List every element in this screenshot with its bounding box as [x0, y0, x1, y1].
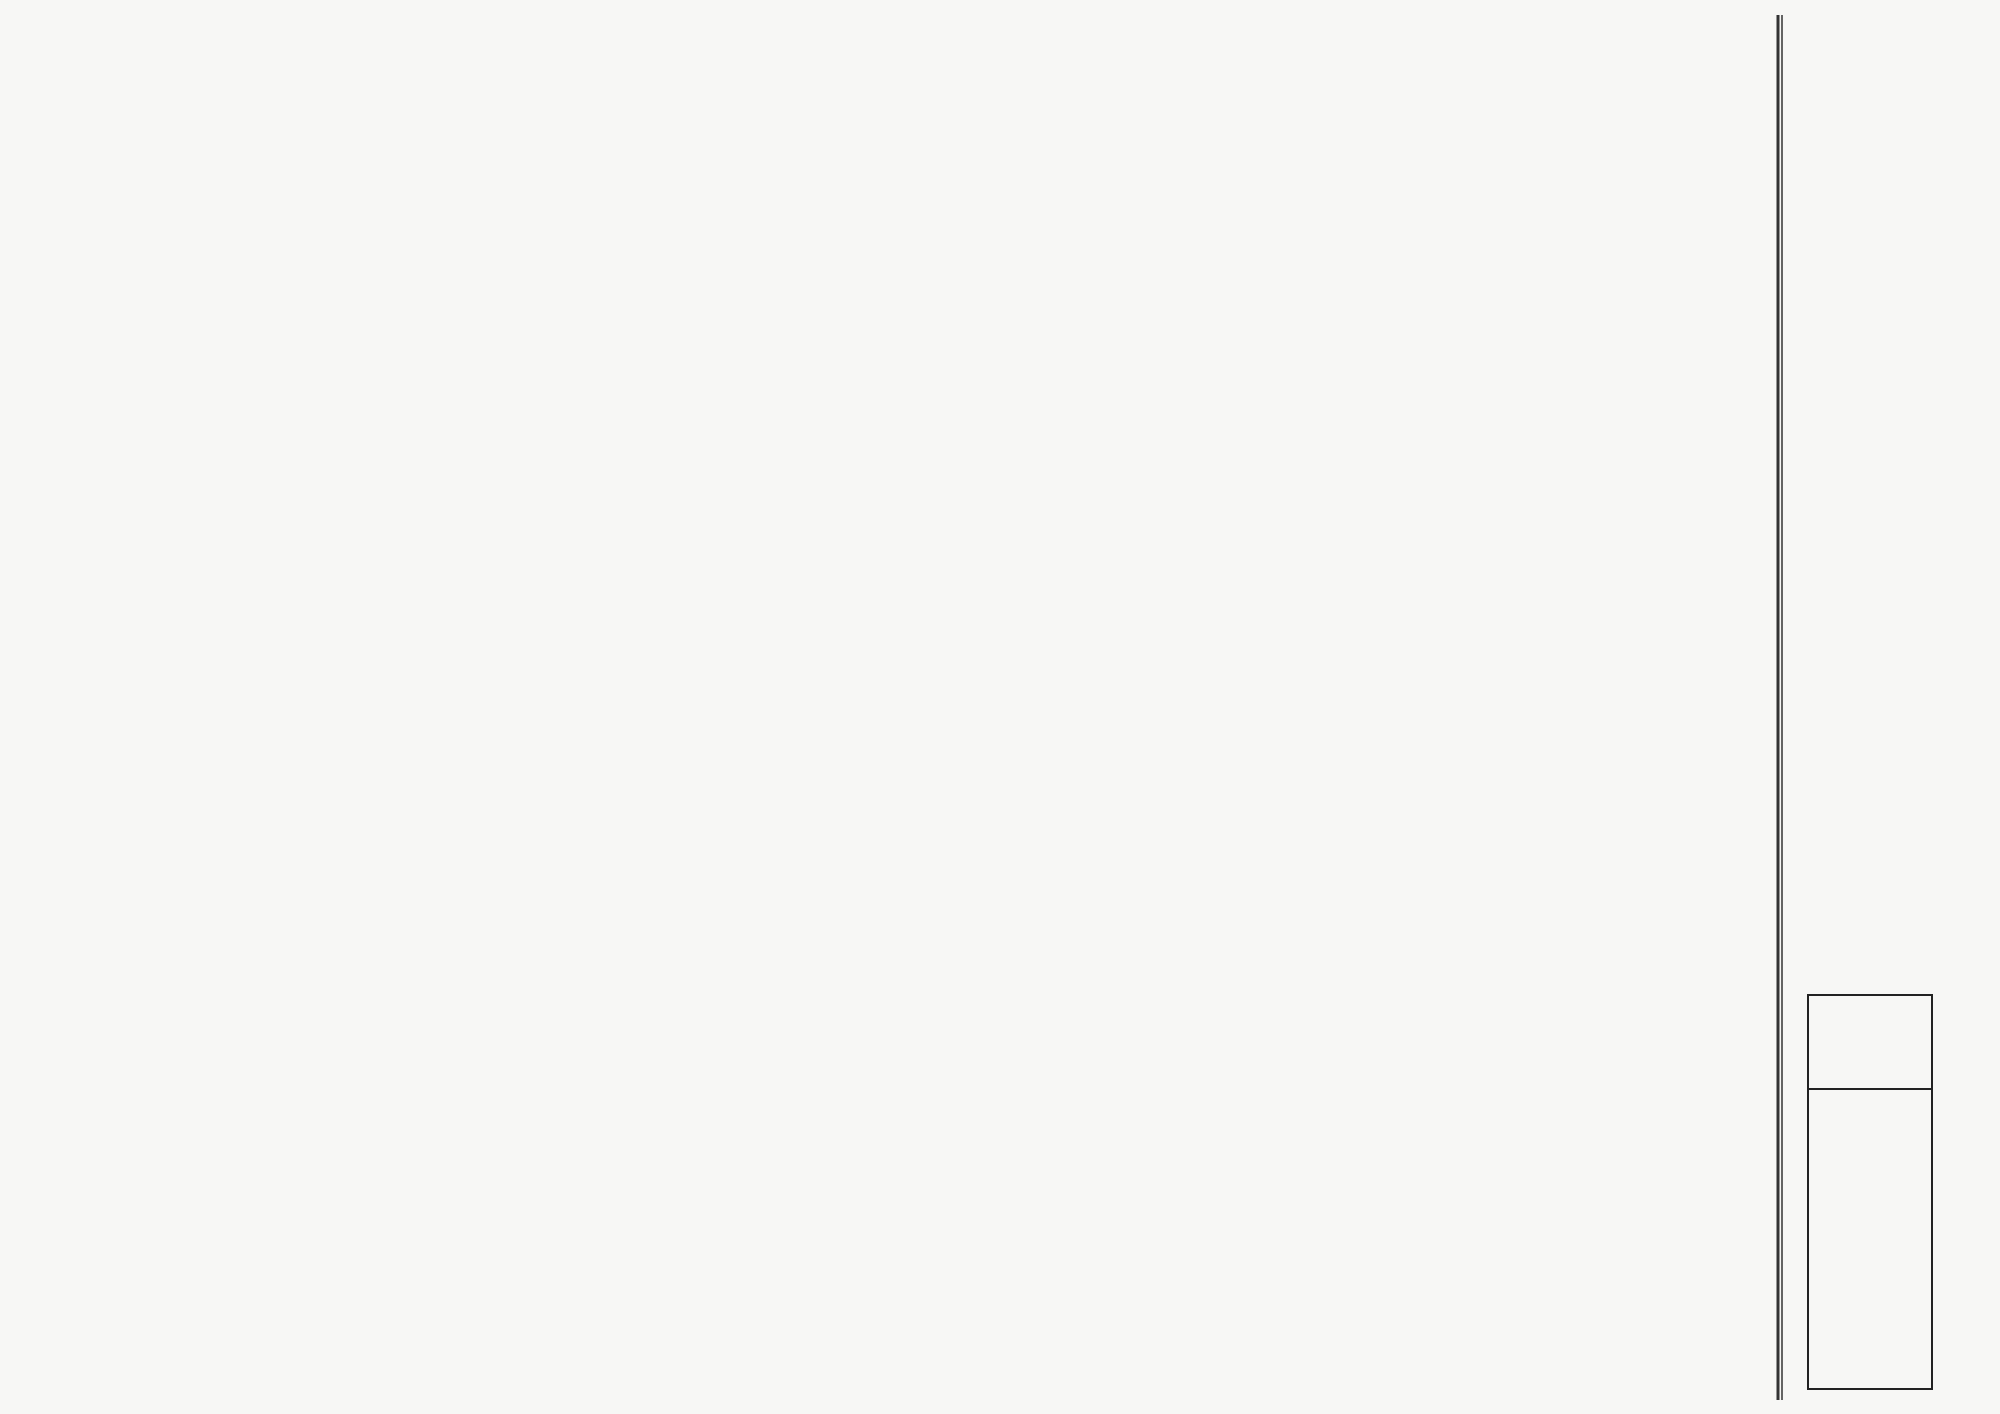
form-panel [1808, 995, 1932, 1389]
entry-label-box [1808, 995, 1932, 1089]
entry-number-box [1808, 1089, 1932, 1389]
